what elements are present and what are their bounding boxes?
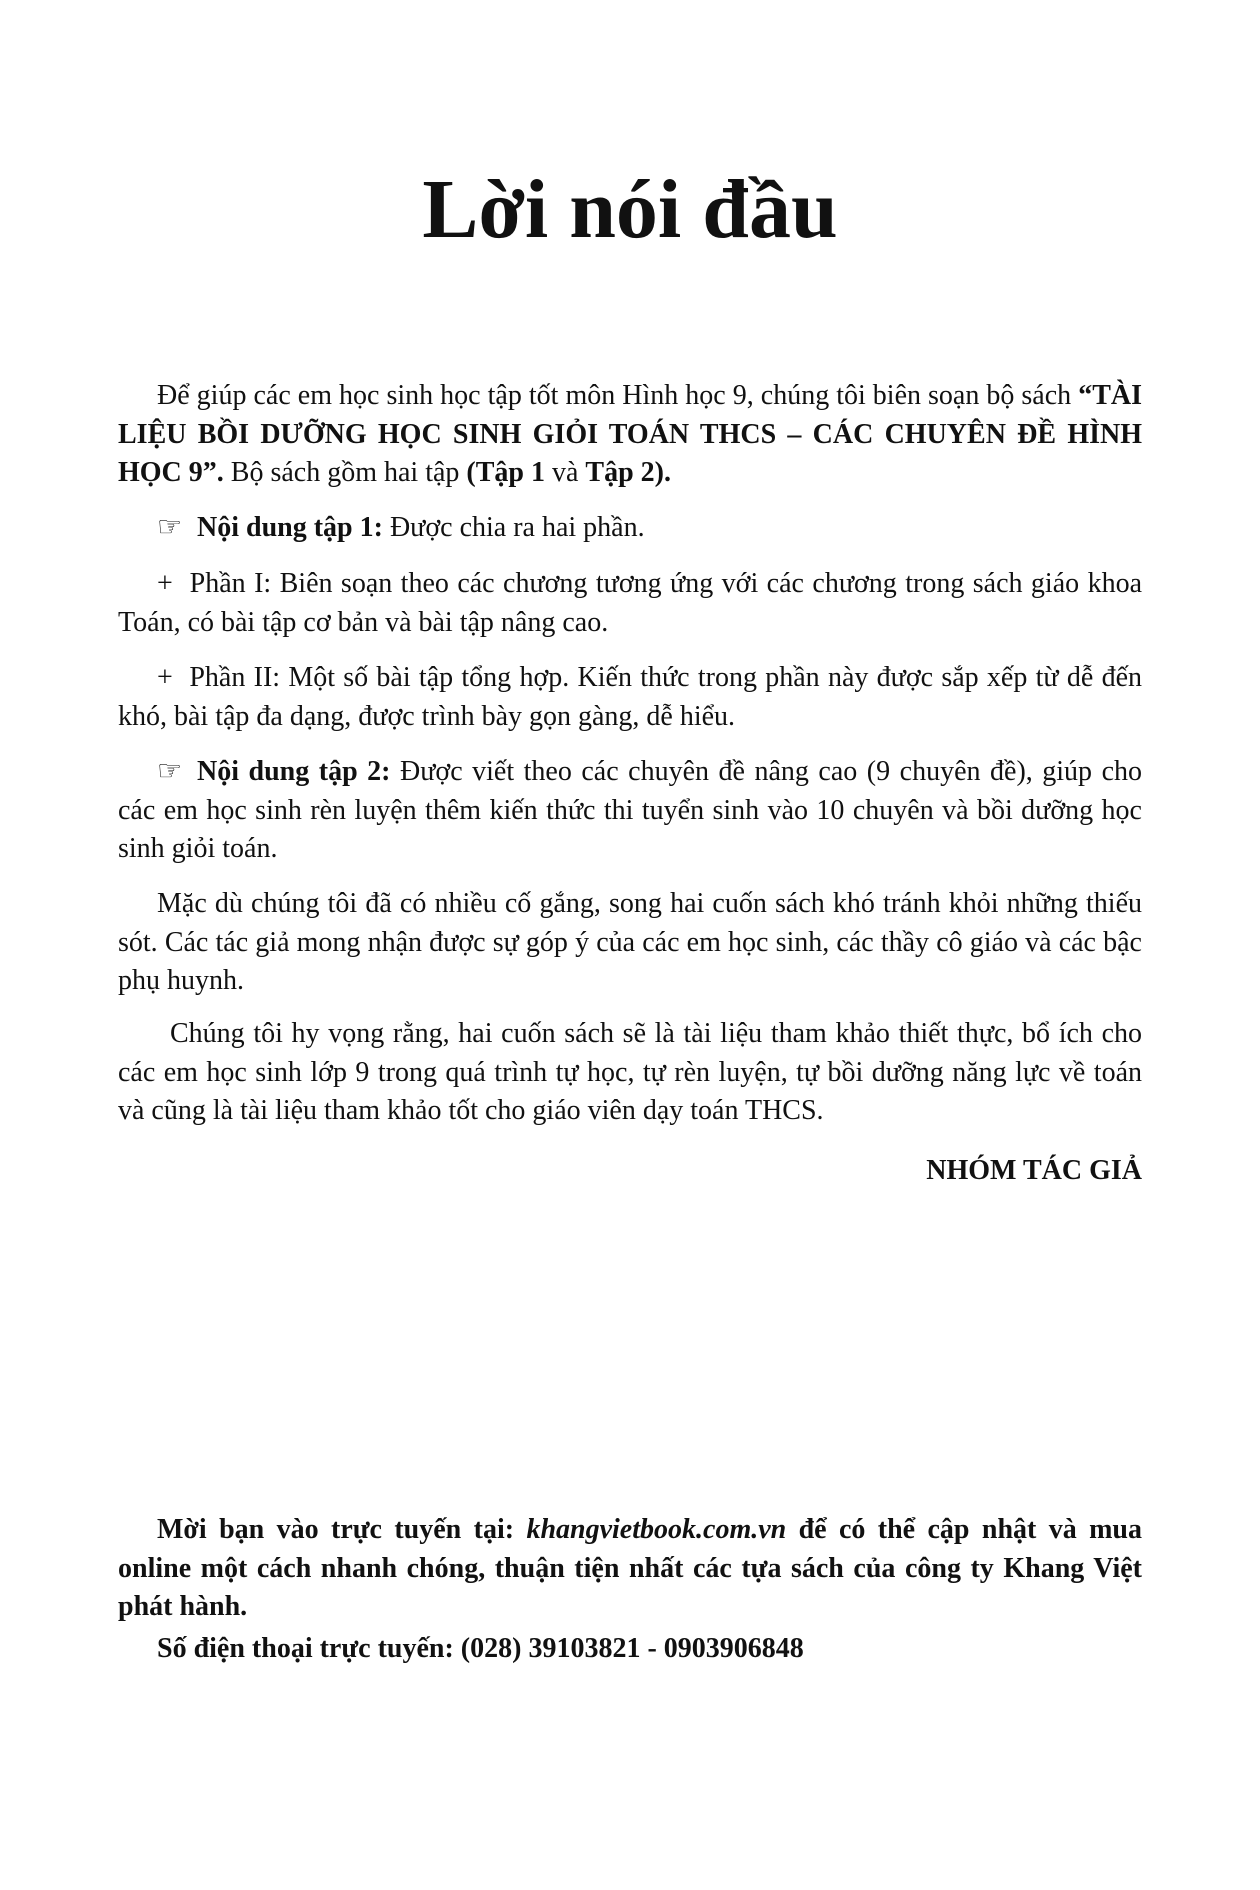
footer-paragraph [118,1511,1142,1627]
website-link[interactable]: khangvietbook.com.vn [526,1514,787,1545]
volume-1-label: Nội dung tập 1: [197,512,383,543]
footer-text-2: để có thể cập nhật và mua online một cách nhanh chóng, thuận tiện nhất các tựa sách của công ty Khang Việt phát hành. [118,1514,1142,1622]
part-2-text: Phần II: Một số bài tập tổng hợp. Kiến thức trong phần này được sắp xếp từ dễ đến khó, bài tập đa dạng, được trình bày gọn gàng, dễ hiểu. [118,662,1142,732]
volume-1-ref: (Tập 1 [466,457,545,488]
volume-2-ref: Tập 2). [585,457,671,488]
page-title: Lời nói đầu [422,163,838,256]
intro-text-2: Bộ sách gồm hai tập [223,457,467,488]
pointing-hand-icon: ☞ [157,512,183,543]
footer-text: Mời bạn vào trực tuyến tại: [157,1514,527,1545]
volume-2-label: Nội dung tập 2: [197,756,391,787]
volume-1-text: Được chia ra hai phần. [382,512,645,543]
part-1-paragraph [118,565,1142,642]
part-2-paragraph [118,659,1142,736]
hope-paragraph: Chúng tôi hy vọng rằng, hai cuốn sách sẽ là tài liệu tham khảo thiết thực, bổ ích cho các em học sinh lớp 9 trong quá trình tự học, tự rèn luyện, tự bồi dưỡng năng lực về toán và cũng là tài liệu tham khảo tốt cho giáo viên dạy toán THCS. [118,1018,1142,1126]
plus-marker: + [157,568,173,599]
intro-paragraph [118,377,1142,493]
volume-1-paragraph [118,509,1142,548]
volume-2-text: Được viết theo các chuyên đề nâng cao (9 chuyên đề), giúp cho các em học sinh rèn luyện thêm kiến thức thi tuyển sinh vào 10 chuyên và bồi dưỡng học sinh giỏi toán. [118,756,1142,864]
and-text: và [544,457,586,488]
phone-line: Số điện thoại trực tuyến: (028) 39103821 - 0903906848 [157,1633,804,1664]
intro-text: Để giúp các em học sinh học tập tốt môn Hình học 9, chúng tôi biên soạn bộ sách [157,380,1079,411]
despite-paragraph: Mặc dù chúng tôi đã có nhiều cố gắng, song hai cuốn sách khó tránh khỏi những thiếu sót. Các tác giả mong nhận được sự góp ý của các em học sinh, các thầy cô giáo và các bậc phụ huynh. [118,888,1142,996]
signature: NHÓM TÁC GIẢ [926,1155,1142,1186]
volume-2-paragraph [118,753,1142,869]
book-title: “TÀI LIỆU BỒI DƯỠNG HỌC SINH GIỎI TOÁN THCS – CÁC CHUYÊN ĐỀ HÌNH HỌC 9”. [118,380,1142,488]
plus-marker: + [157,662,173,693]
part-1-text: Phần I: Biên soạn theo các chương tương ứng với các chương trong sách giáo khoa Toán, có bài tập cơ bản và bài tập nâng cao. [118,568,1142,638]
pointing-hand-icon: ☞ [157,756,183,787]
